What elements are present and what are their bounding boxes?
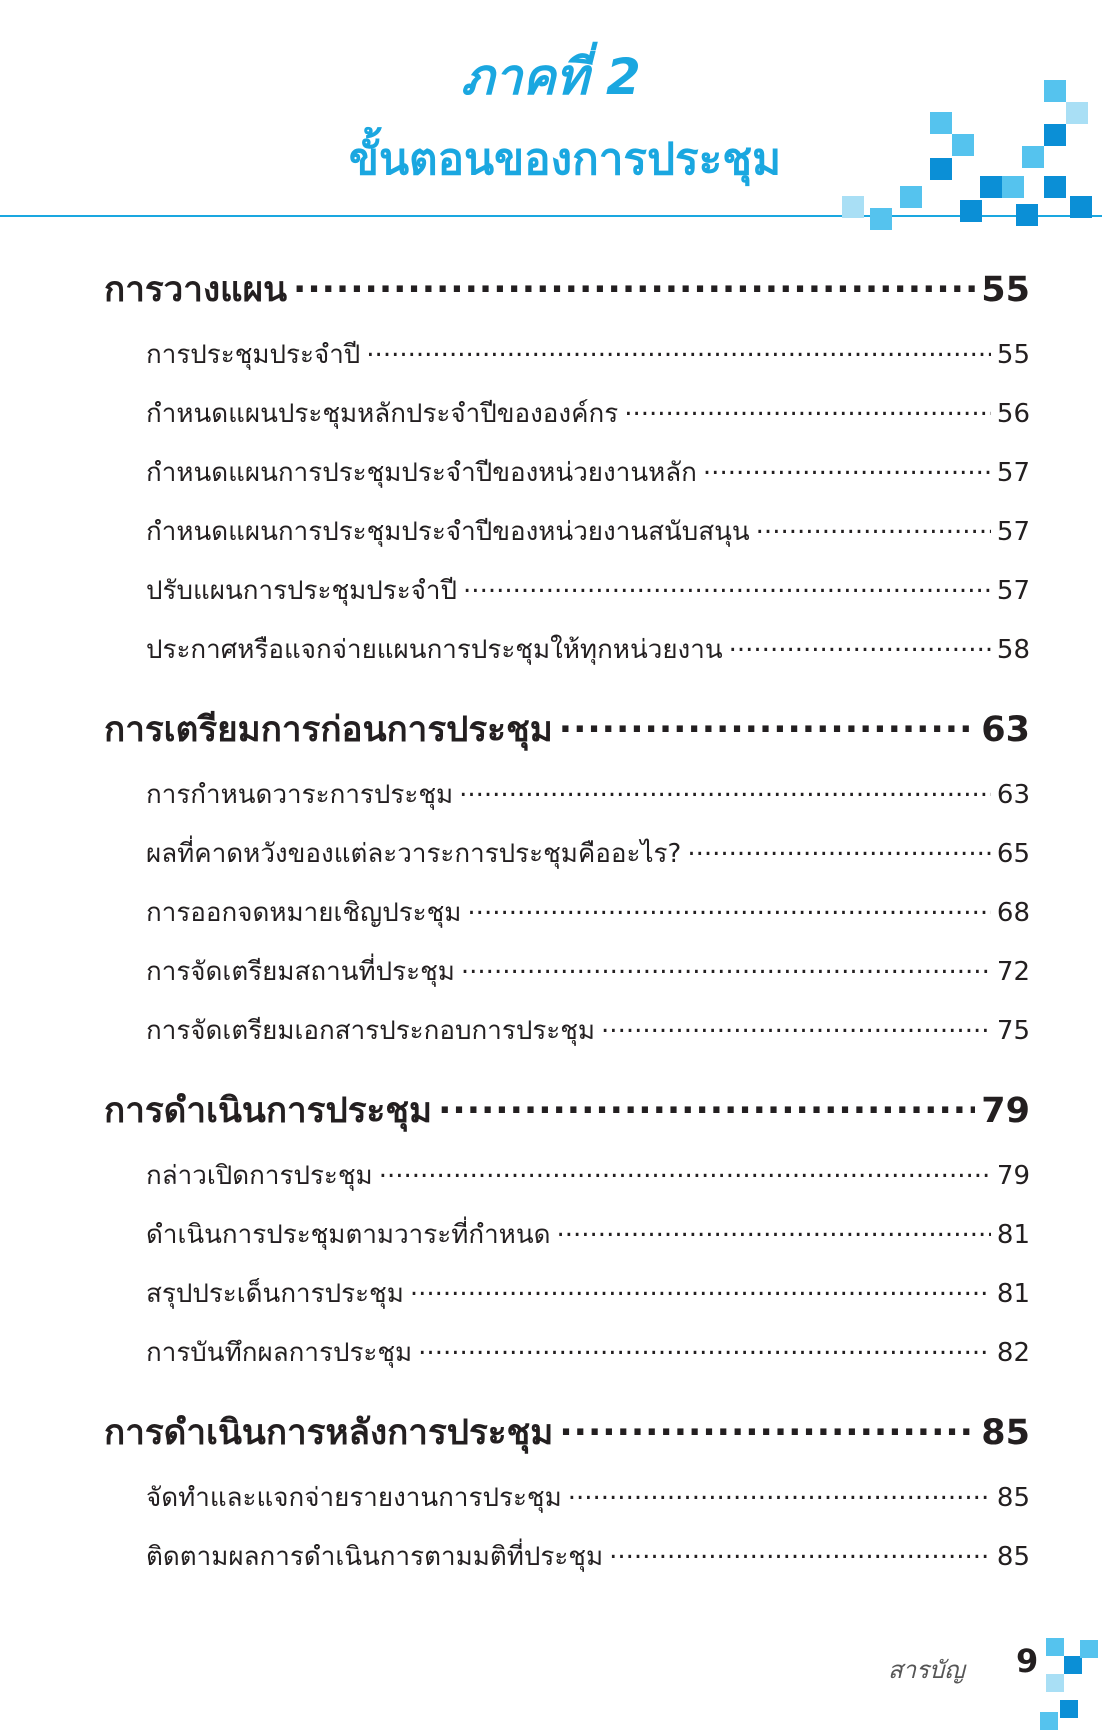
toc-entry-title: ประกาศหรือแจกจ่ายแผนการประชุมให้ทุกหน่วยงาน bbox=[146, 635, 723, 665]
toc-page-number: 79 bbox=[996, 1161, 1030, 1191]
toc-page-number: 58 bbox=[996, 635, 1030, 665]
toc-entry[interactable] bbox=[146, 1536, 1030, 1577]
toc-dot-leader bbox=[410, 1276, 991, 1302]
toc-page-number: 65 bbox=[996, 839, 1030, 869]
pixel-square bbox=[1080, 1640, 1098, 1658]
pixel-square bbox=[1066, 102, 1088, 124]
toc-page-number: 85 bbox=[996, 1542, 1030, 1572]
toc-dot-leader bbox=[687, 836, 991, 862]
pixel-square bbox=[960, 200, 982, 222]
toc-entry-title: การประชุมประจำปี bbox=[146, 340, 361, 370]
pixel-square bbox=[870, 208, 892, 230]
toc-section-heading[interactable] bbox=[104, 1405, 1030, 1460]
toc-dot-leader bbox=[609, 1539, 991, 1565]
toc-entry-title: จัดทำและแจกจ่ายรายงานการประชุม bbox=[146, 1483, 562, 1513]
toc-page-number: 55 bbox=[996, 340, 1030, 370]
pixel-square bbox=[1046, 1674, 1064, 1692]
toc-page-number: 79 bbox=[981, 1091, 1030, 1131]
toc-section-title: การวางแผน bbox=[104, 270, 288, 310]
toc-dot-leader bbox=[703, 455, 991, 481]
toc-dot-leader bbox=[729, 632, 991, 658]
pixel-square bbox=[980, 176, 1002, 198]
toc-section-title: การเตรียมการก่อนการประชุม bbox=[104, 710, 553, 750]
toc-entry-title: การจัดเตรียมเอกสารประกอบการประชุม bbox=[146, 1016, 596, 1046]
toc-entry-title: การออกจดหมายเชิญประชุม bbox=[146, 898, 462, 928]
toc-dot-leader bbox=[559, 1409, 975, 1444]
toc-page-number: 85 bbox=[981, 1413, 1030, 1453]
toc-entry[interactable] bbox=[146, 393, 1030, 434]
toc-entry[interactable] bbox=[146, 892, 1030, 933]
toc-dot-leader bbox=[556, 1217, 990, 1243]
toc-entry-title: ติดตามผลการดำเนินการตามมติที่ประชุม bbox=[146, 1542, 604, 1572]
toc-entry[interactable] bbox=[146, 570, 1030, 611]
toc-entry-title: กำหนดแผนการประชุมประจำปีของหน่วยงานหลัก bbox=[146, 458, 697, 488]
toc-section-heading[interactable] bbox=[104, 262, 1030, 317]
pixel-square bbox=[1044, 176, 1066, 198]
pixel-square bbox=[1040, 1712, 1058, 1730]
pixel-square bbox=[900, 186, 922, 208]
toc-entry[interactable] bbox=[146, 833, 1030, 874]
toc-page-number: 82 bbox=[996, 1338, 1030, 1368]
toc-page-number: 57 bbox=[996, 517, 1030, 547]
toc-entry-title: การบันทึกผลการประชุม bbox=[146, 1338, 413, 1368]
toc-page-number: 81 bbox=[996, 1279, 1030, 1309]
toc-page-number: 63 bbox=[981, 710, 1030, 750]
toc-entry-title: กล่าวเปิดการประชุม bbox=[146, 1161, 373, 1191]
toc-entry[interactable] bbox=[146, 774, 1030, 815]
toc-dot-leader bbox=[379, 1158, 991, 1184]
toc-section-title: การดำเนินการประชุม bbox=[104, 1091, 433, 1131]
toc-page-number: 72 bbox=[996, 957, 1030, 987]
toc-entry-title: กำหนดแผนการประชุมประจำปีของหน่วยงานสนับสนุน bbox=[146, 517, 750, 547]
toc-dot-leader bbox=[601, 1013, 991, 1039]
toc-entry[interactable] bbox=[146, 951, 1030, 992]
toc-dot-leader bbox=[418, 1335, 991, 1361]
toc-dot-leader bbox=[756, 514, 991, 540]
pixel-square bbox=[1022, 146, 1044, 168]
footer-label: สารบัญ bbox=[888, 1656, 965, 1684]
pixel-square bbox=[1016, 204, 1038, 226]
toc-entry-title: ผลที่คาดหวังของแต่ละวาระการประชุมคืออะไร? bbox=[146, 839, 682, 869]
toc-entry[interactable] bbox=[146, 1477, 1030, 1518]
toc-dot-leader bbox=[293, 266, 975, 301]
page-number: 9 bbox=[1016, 1642, 1039, 1680]
toc-page-number: 63 bbox=[996, 780, 1030, 810]
pixel-square bbox=[1060, 1700, 1078, 1718]
pixel-square bbox=[930, 112, 952, 134]
toc-dot-leader bbox=[467, 895, 990, 921]
toc-entry[interactable] bbox=[146, 334, 1030, 375]
toc-section-title: การดำเนินการหลังการประชุม bbox=[104, 1413, 554, 1453]
toc-dot-leader bbox=[559, 706, 976, 741]
toc-entry-title: กำหนดแผนประชุมหลักประจำปีขององค์กร bbox=[146, 399, 619, 429]
toc-entry[interactable] bbox=[146, 1010, 1030, 1051]
toc-entry[interactable] bbox=[146, 629, 1030, 670]
toc-entry-title: การกำหนดวาระการประชุม bbox=[146, 780, 454, 810]
pixel-square bbox=[842, 196, 864, 218]
toc-section-heading[interactable] bbox=[104, 1083, 1030, 1138]
toc-page-number: 55 bbox=[981, 270, 1030, 310]
toc-page-number: 56 bbox=[996, 399, 1030, 429]
pixel-square bbox=[1070, 196, 1092, 218]
toc-entry-title: การจัดเตรียมสถานที่ประชุม bbox=[146, 957, 455, 987]
toc-entry[interactable] bbox=[146, 511, 1030, 552]
pixel-square bbox=[930, 158, 952, 180]
toc-entry-title: ดำเนินการประชุมตามวาระที่กำหนด bbox=[146, 1220, 551, 1250]
toc-entry-title: สรุปประเด็นการประชุม bbox=[146, 1279, 404, 1309]
pixel-square bbox=[952, 134, 974, 156]
pixel-square bbox=[1046, 1638, 1064, 1656]
toc-dot-leader bbox=[438, 1087, 975, 1122]
pixel-square bbox=[1064, 1656, 1082, 1674]
toc-section-heading[interactable] bbox=[104, 702, 1030, 757]
toc-entry[interactable] bbox=[146, 1332, 1030, 1373]
toc-entry[interactable] bbox=[146, 1214, 1030, 1255]
toc-page-number: 81 bbox=[996, 1220, 1030, 1250]
toc-entry-title: ปรับแผนการประชุมประจำปี bbox=[146, 576, 458, 606]
toc-dot-leader bbox=[461, 954, 991, 980]
toc-entry[interactable] bbox=[146, 1155, 1030, 1196]
toc-page-number: 57 bbox=[996, 576, 1030, 606]
toc-entry[interactable] bbox=[146, 1273, 1030, 1314]
toc-dot-leader bbox=[366, 337, 991, 363]
part-subtitle: ขั้นตอนของการประชุม bbox=[348, 134, 782, 185]
toc-dot-leader bbox=[463, 573, 991, 599]
toc-entry[interactable] bbox=[146, 452, 1030, 493]
toc-dot-leader bbox=[459, 777, 991, 803]
pixel-square bbox=[1044, 80, 1066, 102]
pixel-square bbox=[1044, 124, 1066, 146]
toc-page-number: 85 bbox=[996, 1483, 1030, 1513]
part-title: ภาคที่ 2 bbox=[461, 48, 641, 106]
header-divider bbox=[0, 215, 1102, 217]
toc-dot-leader bbox=[568, 1480, 991, 1506]
chapter-header bbox=[0, 0, 1102, 220]
toc-page-number: 68 bbox=[996, 898, 1030, 928]
toc-page-number: 75 bbox=[996, 1016, 1030, 1046]
pixel-square bbox=[1002, 176, 1024, 198]
toc-dot-leader bbox=[624, 396, 991, 422]
toc-page-number: 57 bbox=[996, 458, 1030, 488]
